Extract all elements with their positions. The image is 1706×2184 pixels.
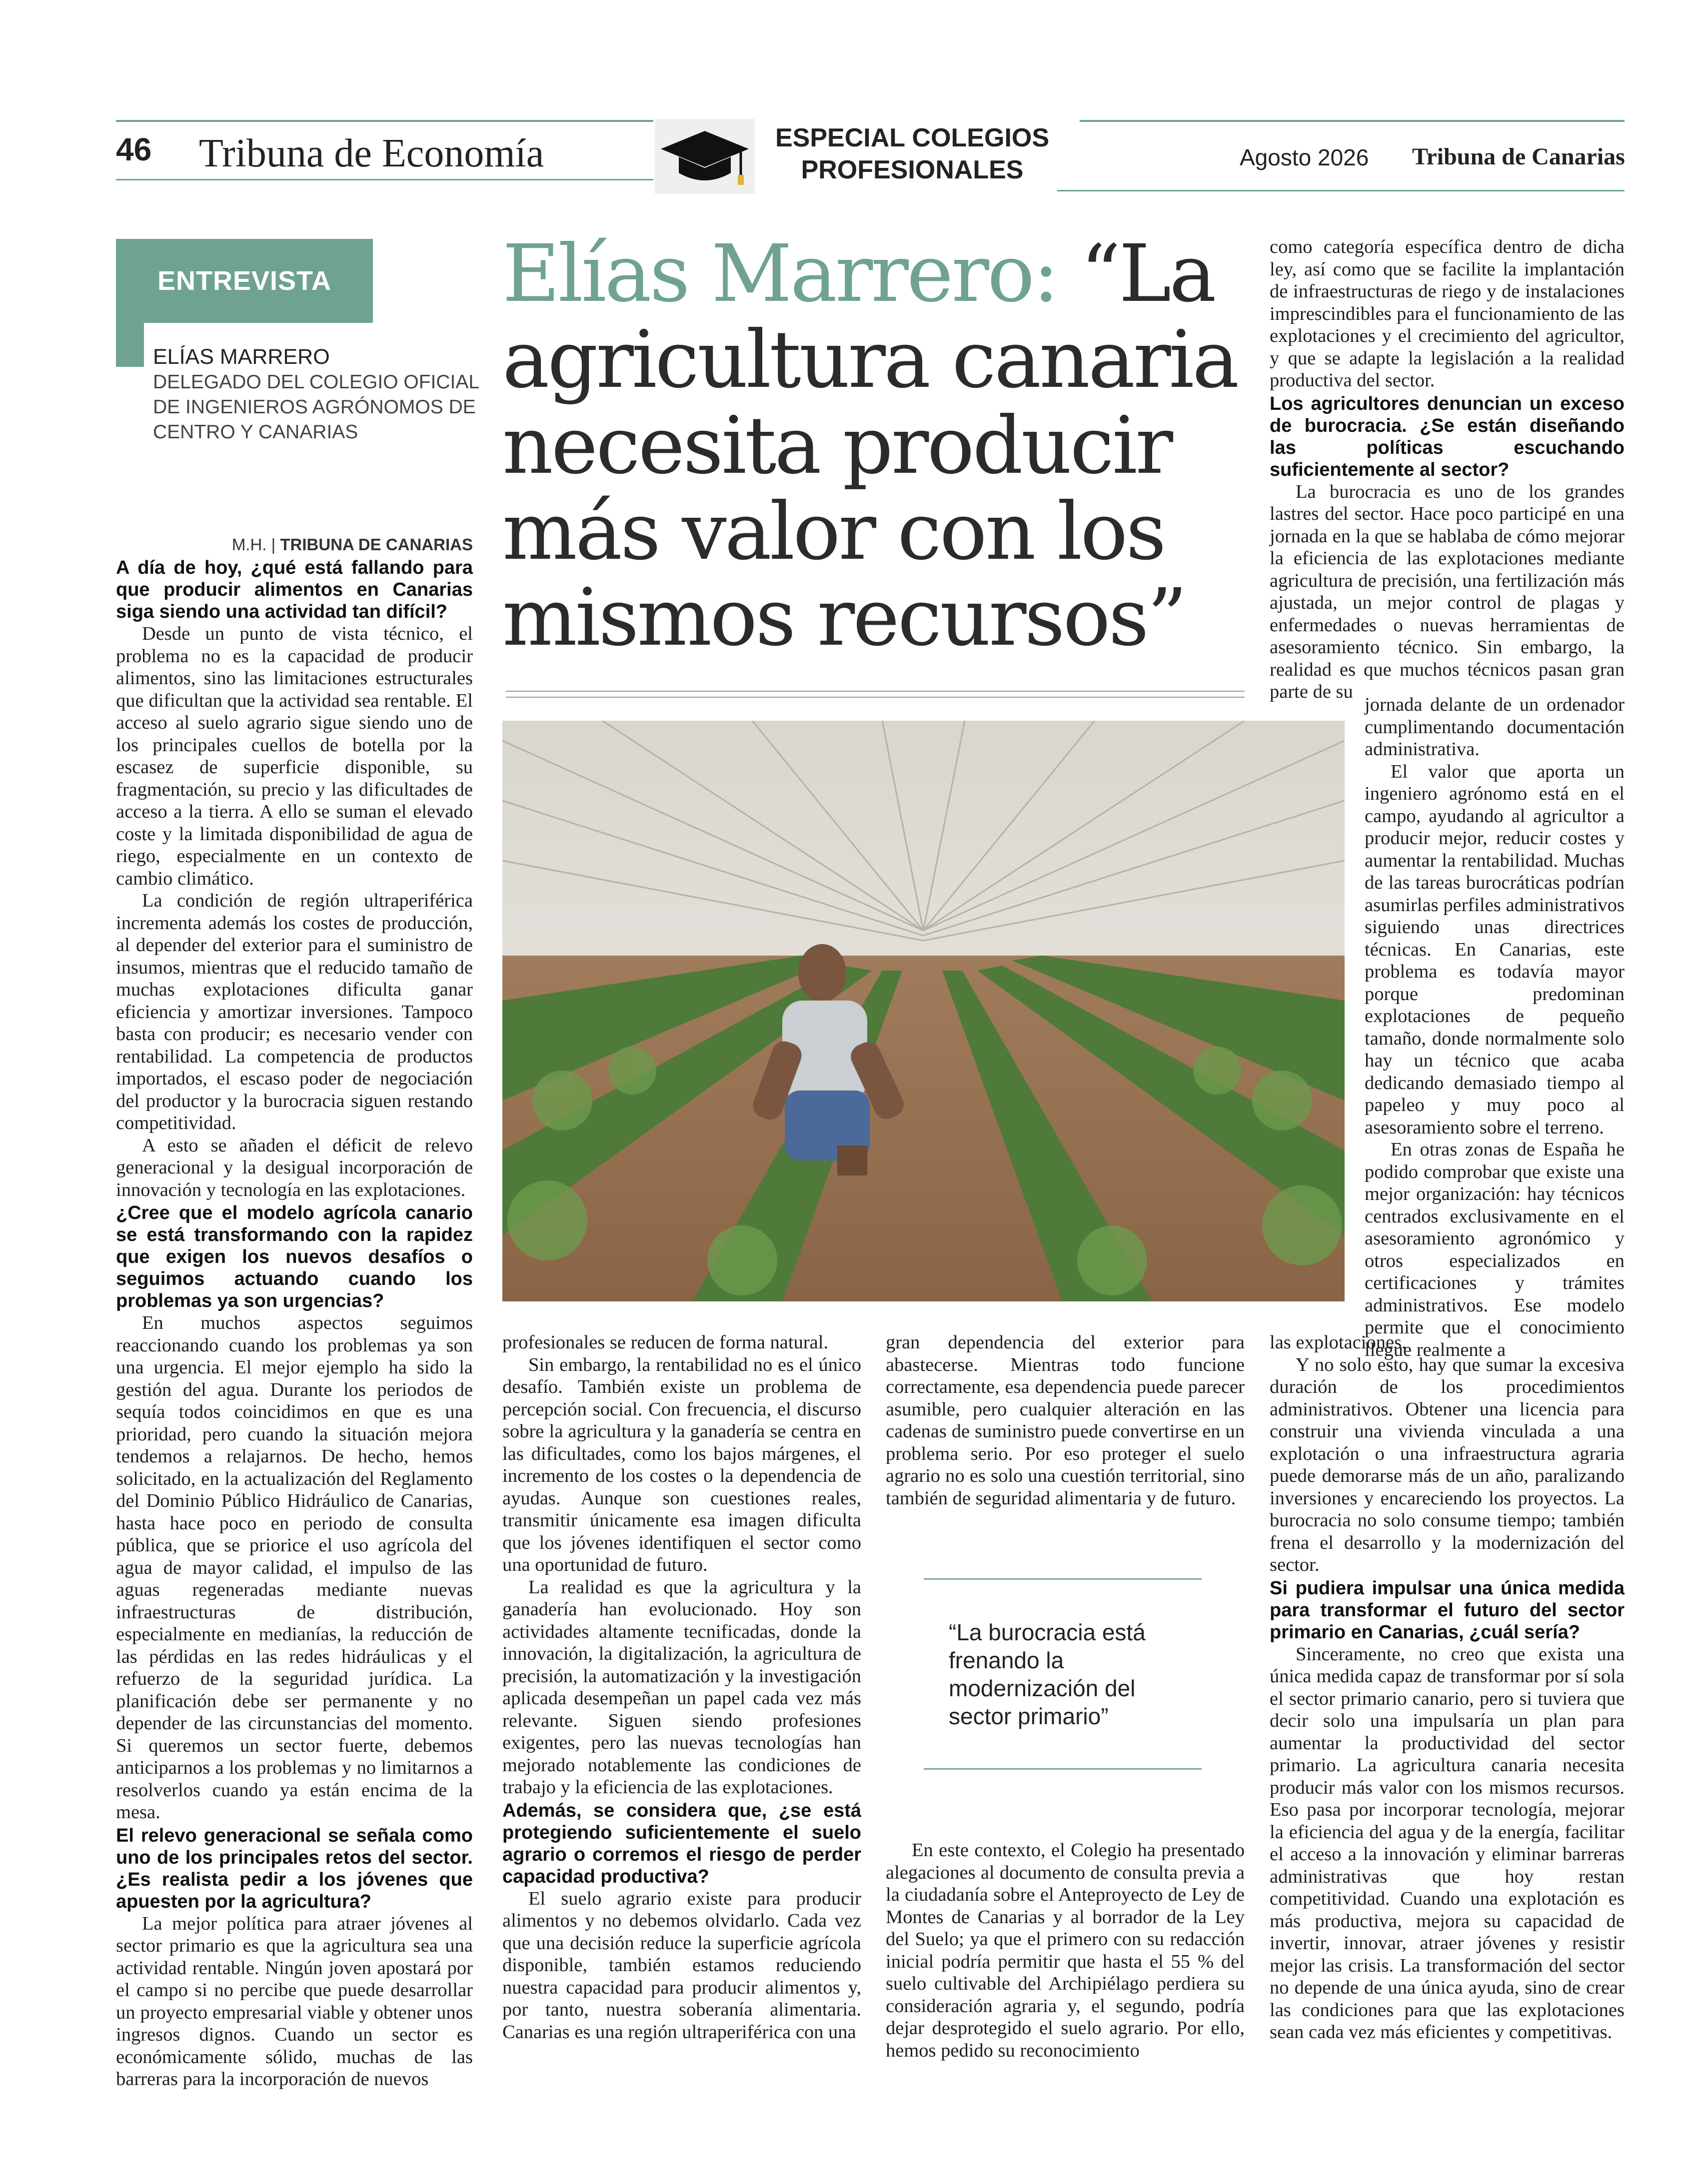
body-paragraph: La burocracia es uno de los grandes lastres del sector. Hace poco participé en una jornada en la que se hablaba de cómo mejorar la eficiencia de las explotaciones mediante agricultura de precisión, una fertilización más ajustada, un mejor control de plagas y enfermedades o nuevas herramientas de asesoramiento técnico. Sin embargo, la realidad es que muchos técnicos pasan gran parte de su: [1270, 481, 1625, 702]
interview-tag: ENTREVISTA: [157, 266, 332, 296]
interview-tag-bar: [116, 320, 144, 367]
interview-question: El relevo generacional se señala como uno de los principales retos del sector. ¿Es realista pedir a los jóvenes que apuesten por la agricultura?: [116, 1825, 473, 1912]
body-paragraph: La mejor política para atraer jóvenes al sector primario es que la agricultura sea una actividad rentable. Ningún joven apostará por el campo si no percibe que puede desarrollar un proyecto empresarial viable y obtener unos ingresos dignos. Cuando un sector es económicamente sólido, muchas de las barreras para la incorporación de nuevos: [116, 1913, 473, 2090]
headline-name: Elías Marrero:: [502, 228, 1058, 320]
interview-question: Si pudiera impulsar una única medida para transformar el futuro del sector primario en Canarias, ¿cuál sería?: [1270, 1577, 1625, 1643]
section-title: Tribuna de Economía: [199, 131, 544, 175]
interviewee-role: DELEGADO DEL COLEGIO OFICIAL DE INGENIEROS AGRÓNOMOS DE CENTRO Y CANARIAS: [153, 371, 479, 443]
pull-quote: “La burocracia está frenando la modernización del sector primario”: [949, 1619, 1146, 1729]
body-paragraph: La realidad es que la agricultura y la ganadería han evolucionado. Hoy son actividades altamente tecnificadas, donde la innovación, la digitalización, la agricultura de precisión, la automatización y la investigación aplicada desempeñan un papel cada vez más relevante. Siguen siendo profesiones exigentes, pero las nuevas tecnologías han mejorado notablemente las condiciones de trabajo y la eficiencia de las explotaciones.: [502, 1576, 861, 1798]
column-4-bottom-body: [1270, 1331, 1625, 2044]
body-paragraph: gran dependencia del exterior para abastecerse. Mientras todo funcione correctamente, esa dependencia puede parecer asumible, pero cualquier alteración en las cadenas de suministro puede convertirse en un problema serio. Por eso proteger el suelo agrario no es solo una cuestión territorial, sino también de seguridad alimentaria y de futuro.: [886, 1332, 1245, 1509]
column-3-bottom: [886, 1839, 1245, 2062]
interview-question: Además, se considera que, ¿se está protegiendo suficientemente el suelo agrario o corremos el riesgo de perder capacidad productiva?: [502, 1800, 861, 1887]
issue-date: Agosto 2026: [1240, 144, 1369, 170]
newspaper-name: Tribuna de Canarias: [1412, 143, 1625, 170]
column-1: [116, 534, 473, 2091]
body-paragraph: Y no solo esto, hay que sumar la excesiva duración de los procedimientos administrativos. Obtener una licencia para construir una vivienda vinculada a una explotación o una infraestructura agraria puede demorarse más de un año, paralizando inversiones y encareciendo los proyectos. La burocracia no solo consume tiempo; también frena el desarrollo y la modernización del sector.: [1270, 1354, 1625, 1575]
column-2: [502, 1331, 861, 2043]
body-paragraph: El valor que aporta un ingeniero agrónomo está en el campo, ayudando al agricultor a producir mejor, reducir costes y aumentar la rentabilidad. Muchas de las tareas burocráticas podrían asumirlas perfiles administrativos siguiendo unas directrices técnicas. En Canarias, este problema es todavía mayor porque predominan explotaciones de pequeño tamaño, donde normalmente solo hay un técnico que acaba dedicando demasiado tiempo al papeleo y muy poco al asesoramiento sobre el terreno.: [1365, 761, 1625, 1138]
body-paragraph: El suelo agrario existe para producir alimentos y no debemos olvidarlo. Cada vez que una decisión reduce la superficie agrícola disponible, también estamos reduciendo nuestra capacidad para producir alimentos y, por tanto, nuestra soberanía alimentaria. Canarias es una región ultraperiférica con una: [502, 1888, 861, 2043]
column-3-top: [886, 1331, 1245, 1509]
body-paragraph: En otras zonas de España he podido comprobar que existe una mejor organización: hay técnicos centrados exclusivamente en el asesoramiento agronómico y otros especializados en certificaciones y trámites administrativos. Ese modelo permite que el conocimiento llegue realmente a: [1365, 1139, 1625, 1360]
body-paragraph: En muchos aspectos seguimos reaccionando cuando los problemas ya son una urgencia. El mejor ejemplo ha sido la gestión del agua. Durante los periodos de sequía todos coincidimos en que es una prioridad, pero cuando la situación mejora tendemos a relajarnos. De hecho, hemos solicitado, en la actualización del Reglamento del Dominio Público Hidráulico de Canarias, hasta hace poco en periodo de consulta pública, que se priorice el uso agrícola del agua de mayor calidad, el impulso de las aguas regeneradas mediante nuevas infraestructuras de distribución, especialmente en medianías, la reducción de las pérdidas en las redes hidráulicas y el refuerzo de la seguridad jurídica. La planificación debe ser permanente y no depender de las circunstancias del momento. Si queremos un sector fuerte, debemos anticiparnos a los problemas y no limitarnos a resolverlos cuando ya están encima de la mesa.: [116, 1312, 473, 1823]
special-line-2: PROFESIONALES: [801, 155, 1024, 184]
column-2-body: [502, 1331, 861, 2043]
special-line-1: ESPECIAL COLEGIOS: [775, 123, 1050, 152]
interview-question: A día de hoy, ¿qué está fallando para que producir alimentos en Canarias siga siendo una actividad tan difícil?: [116, 557, 473, 622]
header-rule-right-bottom: [1057, 190, 1625, 191]
body-paragraph: Desde un punto de vista técnico, el problema no es la capacidad de producir alimentos, sino las limitaciones estructurales que dificultan que la actividad sea rentable. El acceso al suelo agrario sigue siendo uno de los principales cuellos de botella por la escasez de superficie disponible, su fragmentación, su precio y las dificultades de acceso a la tierra. A ello se suman el elevado coste y la limitada disponibilidad de agua de riego, especialmente en un contexto de cambio climático.: [116, 623, 473, 889]
pull-quote-rule-top: [924, 1578, 1202, 1580]
column-4-narrow-body: [1365, 694, 1625, 1361]
interviewee-name: ELÍAS MARRERO: [153, 345, 330, 369]
column-3-bottom-body: [886, 1839, 1245, 2062]
column-4-bottom: [1270, 1331, 1625, 2044]
body-paragraph: jornada delante de un ordenador cumplimentando documentación administrativa.: [1365, 694, 1625, 760]
column-4-narrow: [1365, 694, 1625, 1361]
special-section-label: [757, 122, 1067, 186]
body-paragraph: La condición de región ultraperiférica incrementa además los costes de producción, al depender del exterior para el suministro de insumos, mientras que el reducido tamaño de muchas explotaciones dificulta ganar eficiencia y amortizar inversiones. Tampoco basta con producir; es necesario vender con rentabilidad. La competencia de productos importados, el escaso poder de negociación del productor y la burocracia siguen restando competitividad.: [116, 890, 473, 1133]
graduation-cap-icon: [655, 119, 755, 194]
greenhouse-photo: [502, 721, 1345, 1301]
body-paragraph: profesionales se reducen de forma natural.: [502, 1332, 829, 1353]
headline: [502, 228, 1252, 664]
body-paragraph: Sinceramente, no creo que exista una única medida capaz de transformar por sí sola el sector primario canario, pero si tuviera que decir solo una impulsaría un plan para aumentar la productividad del sector primario. La agricultura canaria necesita producir más valor con los mismos recursos. Eso pasa por incorporar tecnología, mejorar la eficiencia del agua y de la energía, facilitar el acceso a la innovación y eliminar barreras administrativas que hoy restan competitividad. Cuando una explotación es más productiva, mejora su capacidad de invertir, innovar, atraer jóvenes y resistir mejor las crisis. La transformación del sector no depende de una única ayuda, sino de crear las condiciones para que las explotaciones sean cada vez más eficientes y competitivas.: [1270, 1643, 1625, 2043]
body-paragraph: las explotaciones.: [1270, 1332, 1407, 1353]
header-rule-right: [1080, 120, 1625, 122]
interview-question: ¿Cree que el modelo agrícola canario se está transformando con la rapidez que exigen los nuevos desafíos o seguimos actuando cuando los problemas ya son urgencias?: [116, 1202, 473, 1311]
headline-quote: “La agricultura canaria necesita producir más valor con los mismos recursos”: [502, 228, 1238, 664]
pull-quote-rule-bottom: [924, 1768, 1202, 1770]
column-4-top: [1270, 236, 1625, 703]
headline-separator-2: [506, 697, 1245, 698]
byline-outlet: TRIBUNA DE CANARIAS: [280, 535, 473, 554]
body-paragraph: A esto se añaden el déficit de relevo generacional y la desigual incorporación de innovación y tecnología en las explotaciones.: [116, 1134, 473, 1200]
headline-separator: [506, 691, 1245, 692]
interview-question: Los agricultores denuncian un exceso de burocracia. ¿Se están diseñando las políticas escuchando suficientemente al sector?: [1270, 393, 1625, 480]
header-rule-left: [116, 120, 653, 122]
column-3-top-body: [886, 1331, 1245, 1509]
body-paragraph: En este contexto, el Colegio ha presentado alegaciones al documento de consulta previa a la ciudadanía sobre el Anteproyecto de Ley de Montes de Canarias y al borrador de la Ley del Suelo; ya que el primero con su redacción inicial podría permitir que hasta el 55 % del suelo cultivable del Archipiélago perdiera su consideración agraria y, el segundo, podría dejar desprotegido el suelo agrario. Por ello, hemos pedido su reconocimiento: [886, 1840, 1245, 2061]
byline: [116, 534, 473, 556]
body-paragraph: como categoría específica dentro de dicha ley, así como que se facilite la implantación de infraestructuras de riego y de instalaciones imprescindibles para el funcionamiento de las explotaciones y el crecimiento del agricultor, y que se adapte la legislación a la realidad productiva del sector.: [1270, 236, 1625, 391]
column-1-body: [116, 557, 473, 2091]
page-number: 46: [116, 131, 152, 167]
byline-author: M.H. |: [231, 535, 280, 554]
column-4-top-body: [1270, 236, 1625, 703]
header-rule-left-bottom: [116, 179, 653, 180]
body-paragraph: Sin embargo, la rentabilidad no es el único desafío. También existe un problema de percepción social. Con frecuencia, el discurso sobre la agricultura y la ganadería se centra en las dificultades, como los bajos márgenes, el incremento de los costes o la dependencia de ayudas. Aunque son cuestiones reales, transmitir únicamente esa imagen dificulta que los jóvenes identifiquen el sector como una oportunidad de futuro.: [502, 1354, 861, 1575]
